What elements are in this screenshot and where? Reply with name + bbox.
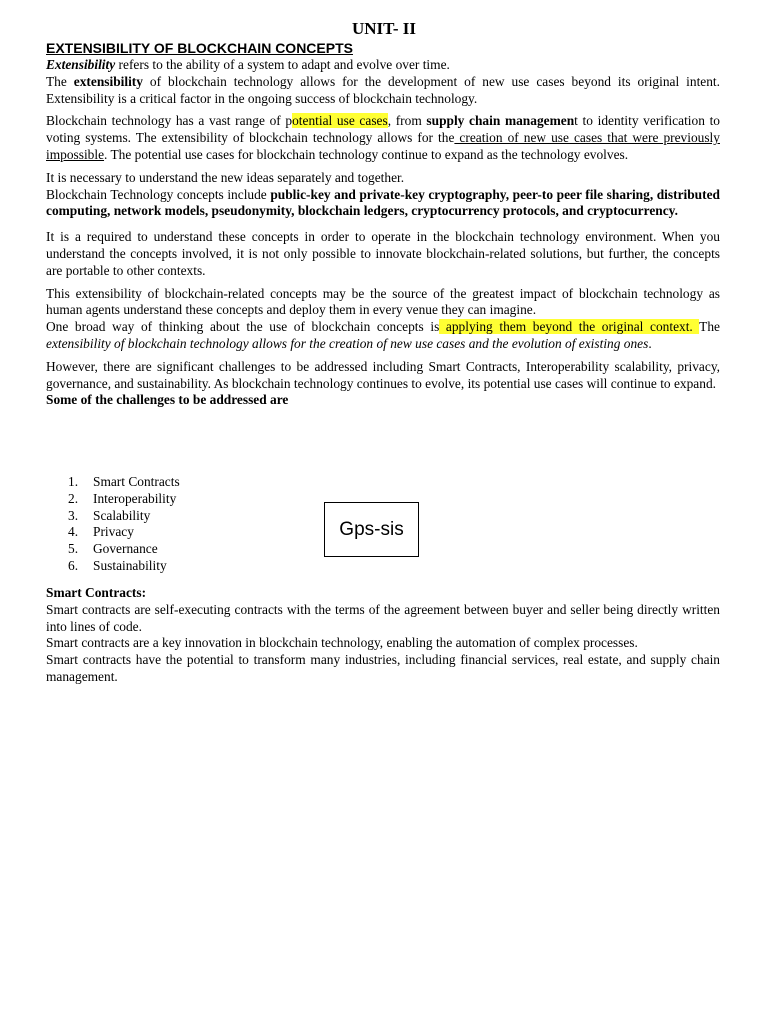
smart-paragraph-1: Smart contracts are self-executing contracts with the terms of the agreement between buyer and seller being directly written into lines of code. bbox=[46, 601, 720, 634]
paragraph-required: It is a required to understand these concepts in order to operate in the blockchain technology environment. When you understand the concepts involved, it is not only possible to innovate blockchain-related solutions, but further, the concepts are portable to other contexts. bbox=[46, 229, 720, 278]
paragraph-impact: This extensibility of blockchain-related concepts may be the source of the greatest impact of blockchain technology as human agents understand these concepts and deploy them in every venue they can imagine. bbox=[46, 285, 720, 318]
term-extensibility: Extensibility bbox=[46, 57, 116, 72]
smart-contracts-heading: Smart Contracts: bbox=[46, 585, 147, 600]
section-heading: EXTENSIBILITY OF BLOCKCHAIN CONCEPTS bbox=[46, 40, 353, 56]
smart-paragraph-2: Smart contracts are a key innovation in blockchain technology, enabling the automation of complex processes. bbox=[46, 635, 638, 651]
list-item: 2. Interoperability bbox=[68, 490, 177, 506]
unit-title: UNIT- II bbox=[351, 19, 417, 38]
challenges-list bbox=[68, 474, 180, 575]
paragraph-challenges: However, there are significant challenges to be addressed including Smart Contracts, Interoperability scalability, privacy, governance, and sustainability. As blockchain technology continues to evolve, its potential use cases will continue to expand. bbox=[46, 358, 720, 391]
highlight-potential-use-cases: otential use cases bbox=[292, 113, 388, 129]
highlight-applying-beyond: applying them beyond the original context. bbox=[439, 319, 700, 335]
list-item: 4. Privacy bbox=[68, 524, 134, 540]
challenges-heading: Some of the challenges to be addressed are bbox=[46, 392, 289, 408]
paragraph-concepts: Blockchain Technology concepts include public-key and private-key cryptography, peer-to peer file sharing, distributed computing, network models, pseudonymity, blockchain ledgers, cryptocurrency protocols, and cryptocurrency. bbox=[46, 186, 720, 219]
smart-contracts-block bbox=[46, 585, 720, 686]
paragraph-broad-way: One broad way of thinking about the use of blockchain concepts is applying them beyond the original context. The extensibility of blockchain technology allows for the creation of new use cases and the evolution of existing ones. bbox=[46, 319, 720, 351]
paragraph-definition: Extensibility refers to the ability of a system to adapt and evolve over time. bbox=[46, 57, 450, 72]
list-item: 5. Governance bbox=[68, 541, 158, 557]
gps-sis-stamp: Gps-sis bbox=[324, 502, 419, 557]
paragraph-necessary: It is necessary to understand the new ideas separately and together. bbox=[46, 169, 405, 185]
list-item: 1. Smart Contracts bbox=[68, 474, 180, 489]
underline-new-use-cases: creation of new use cases that were previously impossible bbox=[46, 130, 720, 162]
paragraph-use-cases: Blockchain technology has a vast range of potential use cases, from supply chain management to identity verification to voting systems. The extensibility of blockchain technology allows for the creation of new use cases that were previously impossible. The potential use cases for blockchain technology continue to expand as the technology evolves. bbox=[46, 113, 720, 162]
intro-block bbox=[46, 57, 720, 409]
smart-paragraph-3: Smart contracts have the potential to transform many industries, including financial services, real estate, and supply chain management. bbox=[46, 652, 720, 684]
paragraph-extensibility: The extensibility of blockchain technology allows for the development of new use cases beyond its original intent. Extensibility is a critical factor in the ongoing success of blockchain technology. bbox=[46, 73, 720, 106]
list-item: 6. Sustainability bbox=[68, 557, 167, 573]
list-item: 3. Scalability bbox=[68, 507, 151, 523]
